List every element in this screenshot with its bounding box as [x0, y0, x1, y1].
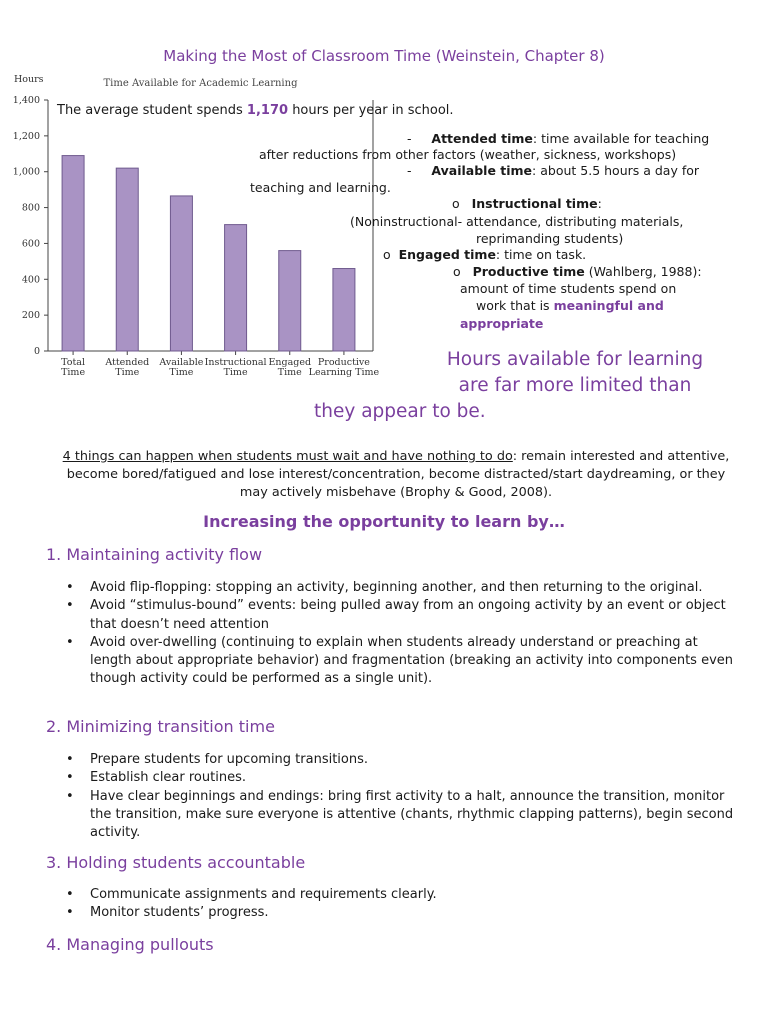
y-tick-label: 1,200 [12, 130, 40, 142]
page-title [0, 47, 768, 65]
x-tick-label: Time [61, 367, 86, 378]
x-tick-label: Attended [105, 357, 150, 368]
bar [279, 251, 301, 351]
section-heading: 4. Managing pullouts [46, 935, 214, 954]
y-tick-label: 1,000 [12, 166, 40, 178]
bar [62, 156, 84, 351]
section-1-list [46, 579, 736, 689]
x-tick-label: Total [61, 357, 86, 368]
list-item: • Prepare students for upcoming transitions. [46, 751, 736, 769]
dash-marker: - [407, 163, 412, 178]
y-tick-label: 200 [21, 310, 40, 322]
attended-time-line [407, 131, 709, 147]
waiting-underlined: 4 things can happen when students must wait and have nothing to do [62, 449, 513, 464]
available-time-line-2: teaching and learning. [250, 180, 391, 195]
available-time-line [407, 163, 699, 179]
instructional-colon: : [597, 196, 602, 211]
chart-title: Time Available for Academic Learning [103, 78, 298, 89]
list-item: • Avoid flip-flopping: stopping an activity, beginning another, and then returning to the original. [46, 579, 736, 597]
y-tick-label: 400 [21, 274, 40, 286]
average-prefix: The average student spends [57, 103, 243, 118]
productive-time-term: Productive time [472, 264, 585, 279]
x-tick-label: Time [223, 367, 248, 378]
list-item: • Have clear beginnings and endings: bring first activity to a halt, announce the transition, monitor the transition, make sure everyone is attentive (chants, rhythmic clapping patterns), begin second activity. [46, 788, 736, 843]
x-tick-label: Instructional [204, 357, 267, 368]
list-item: • Monitor students’ progress. [46, 904, 736, 922]
productive-time-cite: (Wahlberg, 1988): [588, 264, 702, 279]
dash-marker: - [407, 131, 412, 146]
bar [225, 225, 247, 351]
available-time-def: : about 5.5 hours a day for [532, 163, 700, 178]
average-suffix: hours per year in school. [292, 103, 454, 118]
headline-callout [300, 347, 730, 425]
x-tick-label: Learning Time [308, 367, 380, 378]
average-hours-statement [57, 103, 454, 119]
opportunity-heading: Increasing the opportunity to learn by… [203, 512, 565, 531]
x-tick-label: Engaged [268, 357, 312, 368]
engaged-time-term: Engaged time [398, 247, 496, 262]
section-3-list [46, 886, 736, 923]
list-item: • Establish clear routines. [46, 769, 736, 787]
waiting-paragraph [60, 448, 732, 502]
bar [170, 196, 192, 351]
section-2-list [46, 751, 736, 842]
productive-time-line-3 [476, 298, 664, 314]
y-tick-label: 0 [33, 346, 40, 357]
section-heading: 1. Maintaining activity flow [46, 545, 263, 564]
headline-line-3: they appear to be. [314, 401, 486, 422]
engaged-time-line [383, 247, 586, 263]
instructional-time-line-2: (Noninstructional- attendance, distributing materials, [350, 214, 684, 229]
list-item: • Avoid “stimulus-bound” events: being pulled away from an ongoing activity by an event or object that doesn’t need attention [46, 597, 736, 634]
circle-marker: o [453, 264, 461, 279]
productive-time-line [453, 264, 702, 280]
x-tick-label: Time [115, 367, 140, 378]
x-tick-label: Productive [317, 357, 370, 368]
list-item: • Avoid over-dwelling (continuing to explain when students already understand or preaching at length about appropriate behavior) and fragmentation (breaking an activity into components even though activity could be performed as a single unit). [46, 634, 736, 689]
productive-time-emphasis: meaningful and [553, 298, 664, 313]
circle-marker: o [383, 247, 391, 262]
instructional-time-term: Instructional time [471, 196, 598, 211]
x-tick-label: Time [277, 367, 302, 378]
section-heading: 3. Holding students accountable [46, 853, 306, 872]
instructional-time-line [452, 196, 602, 212]
attended-time-term: Attended time [431, 131, 533, 146]
list-item: • Communicate assignments and requirements clearly. [46, 886, 736, 904]
y-tick-label: 600 [21, 238, 40, 250]
y-axis-label: Hours [14, 74, 44, 85]
productive-time-emphasis-2: appropriate [460, 316, 544, 331]
productive-time-line-2: amount of time students spend on [460, 281, 677, 296]
waiting-rest: : remain interested and attentive, become bored/fatigued and lose interest/concentration, become distracted/start daydreaming, or they may actively misbehave (Brophy & Good, 2008). [66, 449, 730, 500]
x-tick-label: Time [169, 367, 194, 378]
average-hours-value: 1,170 [246, 103, 289, 118]
productive-time-line-4 [460, 316, 543, 332]
title-main: Making the Most of Classroom Time [163, 47, 431, 65]
y-tick-label: 1,400 [12, 95, 40, 106]
engaged-time-def: : time on task. [495, 247, 587, 262]
headline-line-1: Hours available for learning [446, 349, 704, 370]
x-tick-label: Available [159, 357, 204, 368]
headline-line-2: are far more limited than [458, 375, 692, 396]
circle-marker: o [452, 196, 460, 211]
attended-time-line-2: after reductions from other factors (weather, sickness, workshops) [259, 147, 677, 162]
available-time-term: Available time [431, 163, 533, 178]
productive-time-def: work that is [476, 298, 550, 313]
section-heading: 2. Minimizing transition time [46, 717, 275, 736]
attended-time-def: : time available for teaching [532, 131, 710, 146]
bar [116, 168, 138, 351]
title-reference: (Weinstein, Chapter 8) [435, 47, 605, 65]
instructional-time-line-3: reprimanding students) [476, 231, 624, 246]
bar [333, 269, 355, 351]
y-tick-label: 800 [21, 202, 40, 214]
